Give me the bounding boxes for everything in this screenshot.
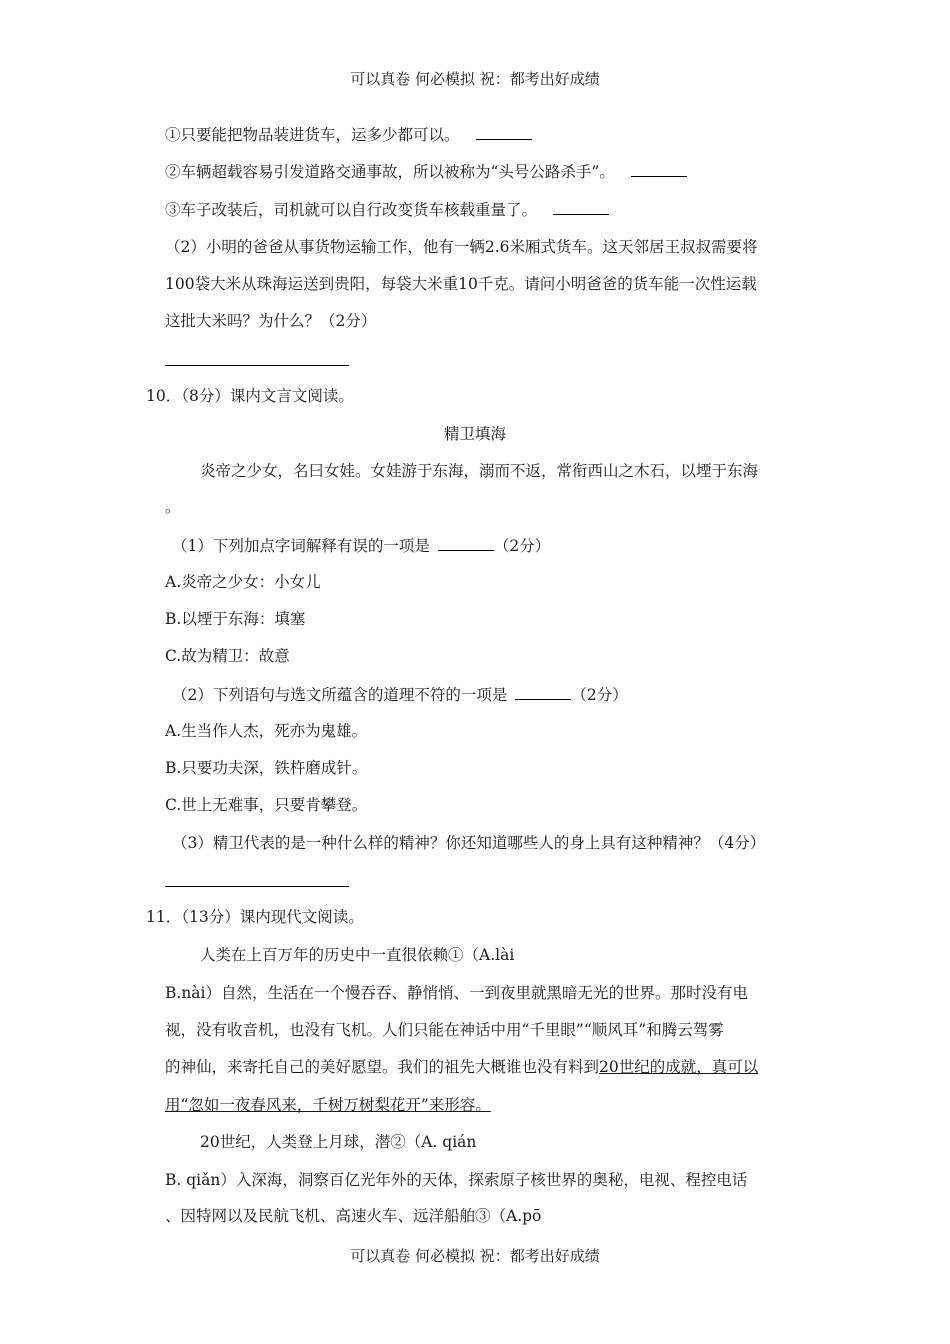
q10-part2-score: （2分） bbox=[571, 686, 628, 704]
answer-blank-q10-1[interactable] bbox=[438, 535, 494, 551]
q10-part2 bbox=[172, 684, 628, 705]
q9-item-2-text: ②车辆超载容易引发道路交通事故，所以被称为“头号公路杀手”。 bbox=[165, 163, 615, 181]
q10-part2-text: （2）下列语句与选文所蕴含的道理不符的一项是 bbox=[172, 686, 508, 704]
q9-item-3 bbox=[165, 199, 609, 220]
q10-part3: （3）精卫代表的是一种什么样的精神？你还知道哪些人的身上具有这种精神？（4分） bbox=[172, 834, 766, 852]
answer-blank-3[interactable] bbox=[553, 199, 609, 215]
page-header: 可以真卷 何必模拟 祝：都考出好成绩 bbox=[350, 70, 600, 88]
q11-p1-line-3: 视，没有收音机，也没有飞机。人们只能在神话中用“千里眼”“顺风耳”和腾云驾雾 bbox=[165, 1021, 724, 1039]
q10-part1 bbox=[172, 535, 550, 556]
q11-p1-line-4-plain: 的神仙，来寄托自己的美好愿望。我们的祖先大概谁也没有料到 bbox=[165, 1058, 600, 1076]
q9-part2-line-2: 100袋大米从珠海运送到贵阳，每袋大米重10千克。请问小明爸爸的货车能一次性运载 bbox=[165, 275, 757, 293]
q10-passage-line-2: 。 bbox=[165, 498, 181, 516]
q11-heading: 11．（13分）课内现代文阅读。 bbox=[146, 908, 364, 926]
q10-part2-option-c: C.世上无难事，只要肯攀登。 bbox=[165, 796, 368, 814]
q11-p1-line-4 bbox=[165, 1057, 758, 1077]
answer-blank-q10-2[interactable] bbox=[515, 684, 571, 700]
q10-answer-line[interactable] bbox=[165, 886, 349, 887]
q11-p2-line-2: B. qiǎn）入深海，洞察百亿光年外的天体，探索原子核世界的奥秘，电视、程控电话 bbox=[165, 1171, 748, 1189]
q11-p1-line-2: B.nài）自然，生活在一个慢吞吞、静悄悄、一到夜里就黑暗无光的世界。那时没有电 bbox=[165, 984, 749, 1002]
q11-p1-line-1: 人类在上百万年的历史中一直很依赖①（A.lài bbox=[200, 946, 515, 964]
q10-part1-text: （1）下列加点字词解释有误的一项是 bbox=[172, 537, 430, 555]
q10-part2-option-b: B.只要功夫深，铁杵磨成针。 bbox=[165, 759, 368, 777]
q9-item-1-text: ①只要能把物品装进货车，运多少都可以。 bbox=[165, 126, 460, 144]
q10-part1-option-b: B.以堙于东海：填塞 bbox=[165, 610, 306, 628]
q10-passage-title: 精卫填海 bbox=[443, 425, 506, 443]
q11-underlined-sentence-part-1: 20世纪的成就，真可以 bbox=[599, 1058, 759, 1076]
q11-underlined-sentence-part-2: 用“忽如一夜春风来，千树万树梨花开”来形容。 bbox=[165, 1096, 491, 1114]
page-footer: 可以真卷 何必模拟 祝：都考出好成绩 bbox=[350, 1247, 600, 1265]
answer-blank-1[interactable] bbox=[476, 124, 532, 140]
q11-p2-line-1: 20世纪，人类登上月球，潜②（A. qián bbox=[200, 1133, 477, 1151]
q9-item-1 bbox=[165, 124, 532, 145]
q9-part2-line-3: 这批大米吗？为什么？（2分） bbox=[165, 312, 377, 330]
q10-part1-score: （2分） bbox=[493, 537, 551, 555]
q10-passage-line-1: 炎帝之少女，名曰女娃。女娃游于东海，溺而不返，常衔西山之木石，以堙于东海 bbox=[200, 462, 759, 480]
q9-item-2 bbox=[165, 161, 687, 182]
q11-p2-line-3: 、因特网以及民航飞机、高速火车、远洋船舶③（A.pō bbox=[165, 1207, 542, 1225]
answer-blank-2[interactable] bbox=[631, 161, 687, 177]
q10-part1-option-c: C.故为精卫：故意 bbox=[165, 647, 290, 665]
q9-item-3-text: ③车子改装后，司机就可以自行改变货车核载重量了。 bbox=[165, 201, 538, 219]
q10-part1-option-a: A.炎帝之少女：小女儿 bbox=[165, 573, 321, 591]
q10-heading: 10．（8分）课内文言文阅读。 bbox=[146, 387, 354, 405]
q10-part2-option-a: A.生当作人杰，死亦为鬼雄。 bbox=[165, 722, 368, 740]
q9-part2-line-1: （2）小明的爸爸从事货物运输工作，他有一辆2.6米厢式货车。这天邻居王叔叔需要将 bbox=[165, 238, 758, 256]
q9-answer-line[interactable] bbox=[165, 365, 349, 366]
